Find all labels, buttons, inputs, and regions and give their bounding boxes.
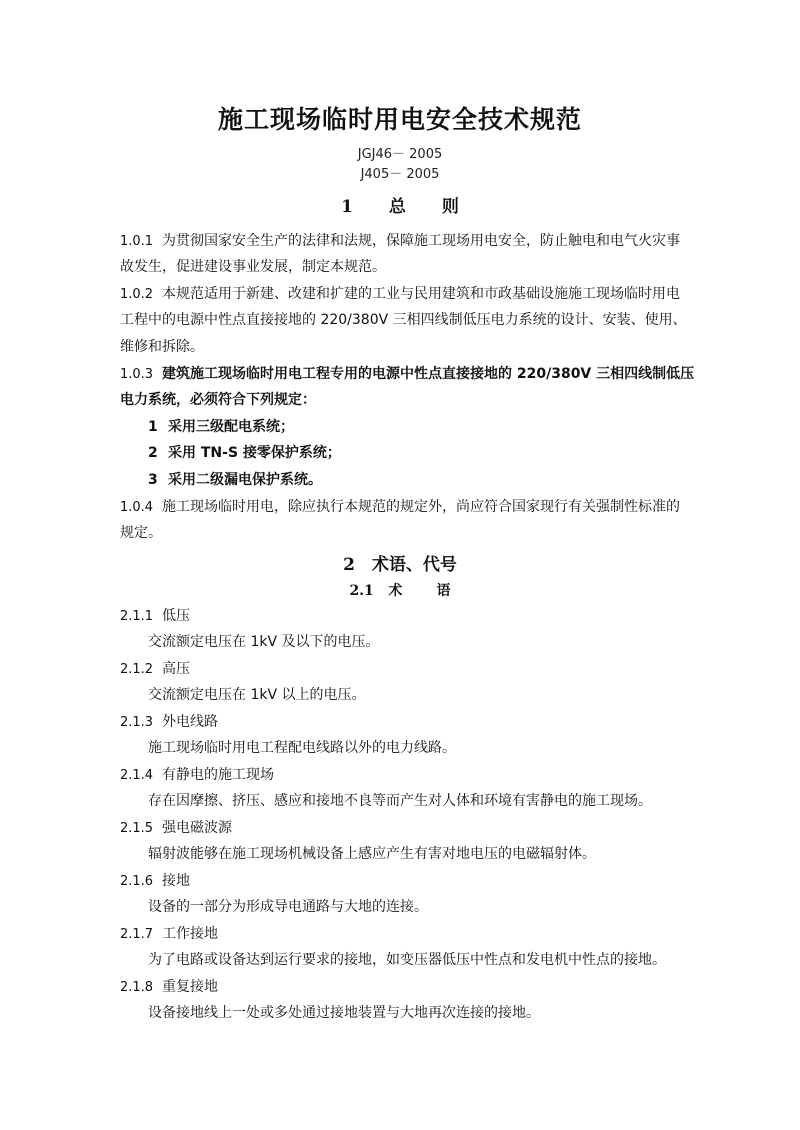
term-2-1-1-definition: 交流额定电压在 1kV 及以下的电压。: [148, 634, 380, 650]
term-number: 2.1.4: [120, 768, 154, 783]
clause-number: 1.0.3: [120, 367, 154, 382]
term-name: 外电线路: [162, 714, 218, 730]
clause-number: 1.0.4: [120, 500, 154, 515]
term-number: 2.1.5: [120, 821, 154, 836]
clause-1-0-3-item-1: [148, 417, 708, 437]
clause-1-0-2-line3: 维修和拆除。: [120, 339, 204, 355]
clause-1-0-2-line1: [120, 284, 680, 305]
term-2-1-3: [120, 712, 680, 733]
term-number: 2.1.3: [120, 715, 154, 730]
section-2-1-heading: [0, 580, 800, 600]
term-number: 2.1.2: [120, 662, 154, 677]
standard-code-jgj: JGJ46－ 2005: [357, 147, 443, 162]
term-2-1-2-definition: 交流额定电压在 1kV 以上的电压。: [148, 687, 366, 703]
clause-text: 为贯彻国家安全生产的法律和法规，保障施工现场用电安全，防止触电和电气火灾事: [162, 233, 680, 249]
section-title-b: 语: [436, 583, 451, 599]
clause-1-0-3-line2: 电力系统，必须符合下列规定：: [120, 392, 316, 408]
term-2-1-4: [120, 765, 680, 786]
term-2-1-4-definition: 存在因摩擦、挤压、感应和接地不良等而产生对人体和环境有害静电的施工现场。: [148, 793, 652, 809]
term-name: 强电磁波源: [162, 820, 232, 836]
term-name: 接地: [162, 873, 190, 889]
term-2-1-6-definition: 设备的一部分为形成导电通路与大地的连接。: [148, 899, 428, 915]
item-text: 采用三级配电系统；: [168, 419, 294, 435]
term-name: 低压: [162, 608, 190, 624]
section-number: 2.1: [349, 583, 374, 599]
item-number: 2: [148, 445, 158, 461]
term-2-1-8-definition: 设备接地线上一处或多处通过接地装置与大地再次连接的接地。: [148, 1005, 540, 1021]
clause-1-0-3-item-2: [148, 443, 708, 463]
term-2-1-1: [120, 606, 680, 627]
clause-text: 建筑施工现场临时用电工程专用的电源中性点直接接地的 220/380V 三相四线制低压: [162, 366, 695, 382]
term-2-1-5-definition: 辐射波能够在施工现场机械设备上感应产生有害对地电压的电磁辐射体。: [148, 846, 596, 862]
item-text: 采用二级漏电保护系统。: [168, 472, 322, 488]
term-name: 工作接地: [162, 926, 218, 942]
clause-number: 1.0.1: [120, 234, 154, 249]
term-number: 2.1.6: [120, 874, 154, 889]
clause-1-0-4-line2: 规定。: [120, 525, 162, 541]
term-2-1-6: [120, 871, 680, 892]
term-2-1-7-definition: 为了电路或设备达到运行要求的接地，如变压器低压中性点和发电机中性点的接地。: [148, 952, 666, 968]
chapter-1-number: 1: [341, 197, 353, 217]
chapter-2-heading: 2 术语、代号: [343, 555, 457, 575]
term-name: 重复接地: [162, 979, 218, 995]
clause-1-0-1-line2: 故发生，促进建设事业发展，制定本规范。: [120, 259, 386, 275]
clause-1-0-3-line1: [120, 364, 695, 385]
document-title: 施工现场临时用电安全技术规范: [217, 105, 582, 134]
item-text: 采用 TN-S 接零保护系统；: [168, 445, 341, 461]
term-name: 有静电的施工现场: [162, 767, 274, 783]
standard-code-j: J405－ 2005: [360, 167, 440, 182]
chapter-1-title-a: 总: [388, 197, 406, 217]
clause-1-0-3-item-3: [148, 470, 708, 490]
clause-1-0-1-line1: [120, 231, 680, 252]
term-2-1-2: [120, 659, 680, 680]
item-number: 1: [148, 419, 158, 435]
term-2-1-5: [120, 818, 680, 839]
term-2-1-8: [120, 977, 680, 998]
item-number: 3: [148, 472, 158, 488]
term-number: 2.1.1: [120, 609, 154, 624]
clause-1-0-2-line2: 工程中的电源中性点直接接地的 220/380V 三相四线制低压电力系统的设计、安装、使用、: [120, 312, 687, 328]
clause-text: 施工现场临时用电，除应执行本规范的规定外，尚应符合国家现行有关强制性标准的: [162, 499, 680, 515]
term-2-1-7: [120, 924, 680, 945]
term-2-1-3-definition: 施工现场临时用电工程配电线路以外的电力线路。: [148, 740, 456, 756]
chapter-1-heading: [0, 192, 800, 217]
clause-1-0-4-line1: [120, 497, 680, 518]
term-number: 2.1.8: [120, 980, 154, 995]
clause-number: 1.0.2: [120, 287, 154, 302]
section-title-a: 术: [388, 583, 403, 599]
term-name: 高压: [162, 661, 190, 677]
clause-text: 本规范适用于新建、改建和扩建的工业与民用建筑和市政基础设施施工现场临时用电: [162, 286, 680, 302]
chapter-1-title-b: 则: [441, 197, 459, 217]
term-number: 2.1.7: [120, 927, 154, 942]
